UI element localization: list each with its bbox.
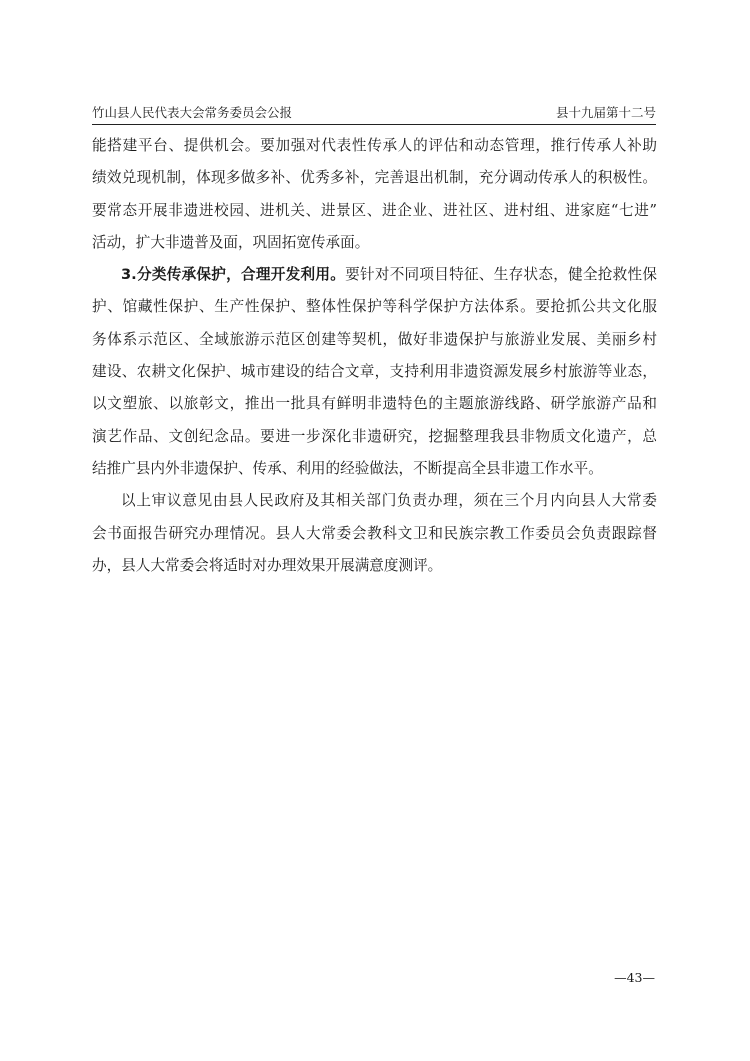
issue-number: 县十九届第十二号 [555, 105, 656, 120]
text-line: 护、馆藏性保护、生产性保护、整体性保护等科学保护方法体系。要抢抓公共文化服 [92, 298, 657, 316]
text-line: 以文塑旅、以旅彰文，推出一批具有鲜明非遗特色的主题旅游线路、研学旅游产品和 [92, 395, 657, 413]
paragraph-continuation [92, 130, 657, 259]
text-line: 以上审议意见由县人民政府及其相关部门负责办理，须在三个月内向县人大常委 [121, 492, 657, 510]
text-line: 绩效兑现机制，体现多做多补、优秀多补，完善退出机制，充分调动传承人的积极性。 [92, 169, 657, 187]
paragraph-section-3 [92, 259, 657, 485]
text-line: 办，县人大常委会将适时对办理效果开展满意度测评。 [92, 556, 443, 574]
page-number: —43— [614, 970, 655, 985]
text-line: 活动，扩大非遗普及面，巩固拓宽传承面。 [92, 233, 370, 251]
section-heading: 3.分类传承保护，合理开发利用。 [121, 266, 346, 284]
page-header [92, 104, 656, 122]
text-line: 结推广县内外非遗保护、传承、利用的经验做法，不断提高全县非遗工作水平。 [92, 459, 603, 477]
bulletin-title: 竹山县人民代表大会常务委员会公报 [92, 105, 293, 120]
text-line: 建设、农耕文化保护、城市建设的结合文章，支持利用非遗资源发展乡村旅游等业态， [92, 363, 657, 381]
paragraph-closing [92, 485, 657, 582]
text-line: 务体系示范区、全域旅游示范区创建等契机，做好非遗保护与旅游业发展、美丽乡村 [92, 330, 657, 348]
document-body [92, 130, 657, 582]
text-line: 演艺作品、文创纪念品。要进一步深化非遗研究，挖掘整理我县非物质文化遗产，总 [92, 427, 657, 445]
text-line: 能搭建平台、提供机会。要加强对代表性传承人的评估和动态管理，推行传承人补助 [92, 137, 657, 154]
header-divider [92, 124, 656, 125]
text-line: 要常态开展非遗进校园、进机关、进景区、进企业、进社区、进村组、进家庭“七进” [92, 201, 657, 219]
text-line-with-heading [92, 259, 657, 291]
text-fragment: 要针对不同项目特征、生存状态，健全抢救性保 [345, 266, 657, 284]
text-line: 会书面报告研究办理情况。县人大常委会教科文卫和民族宗教工作委员会负责跟踪督 [92, 524, 657, 542]
